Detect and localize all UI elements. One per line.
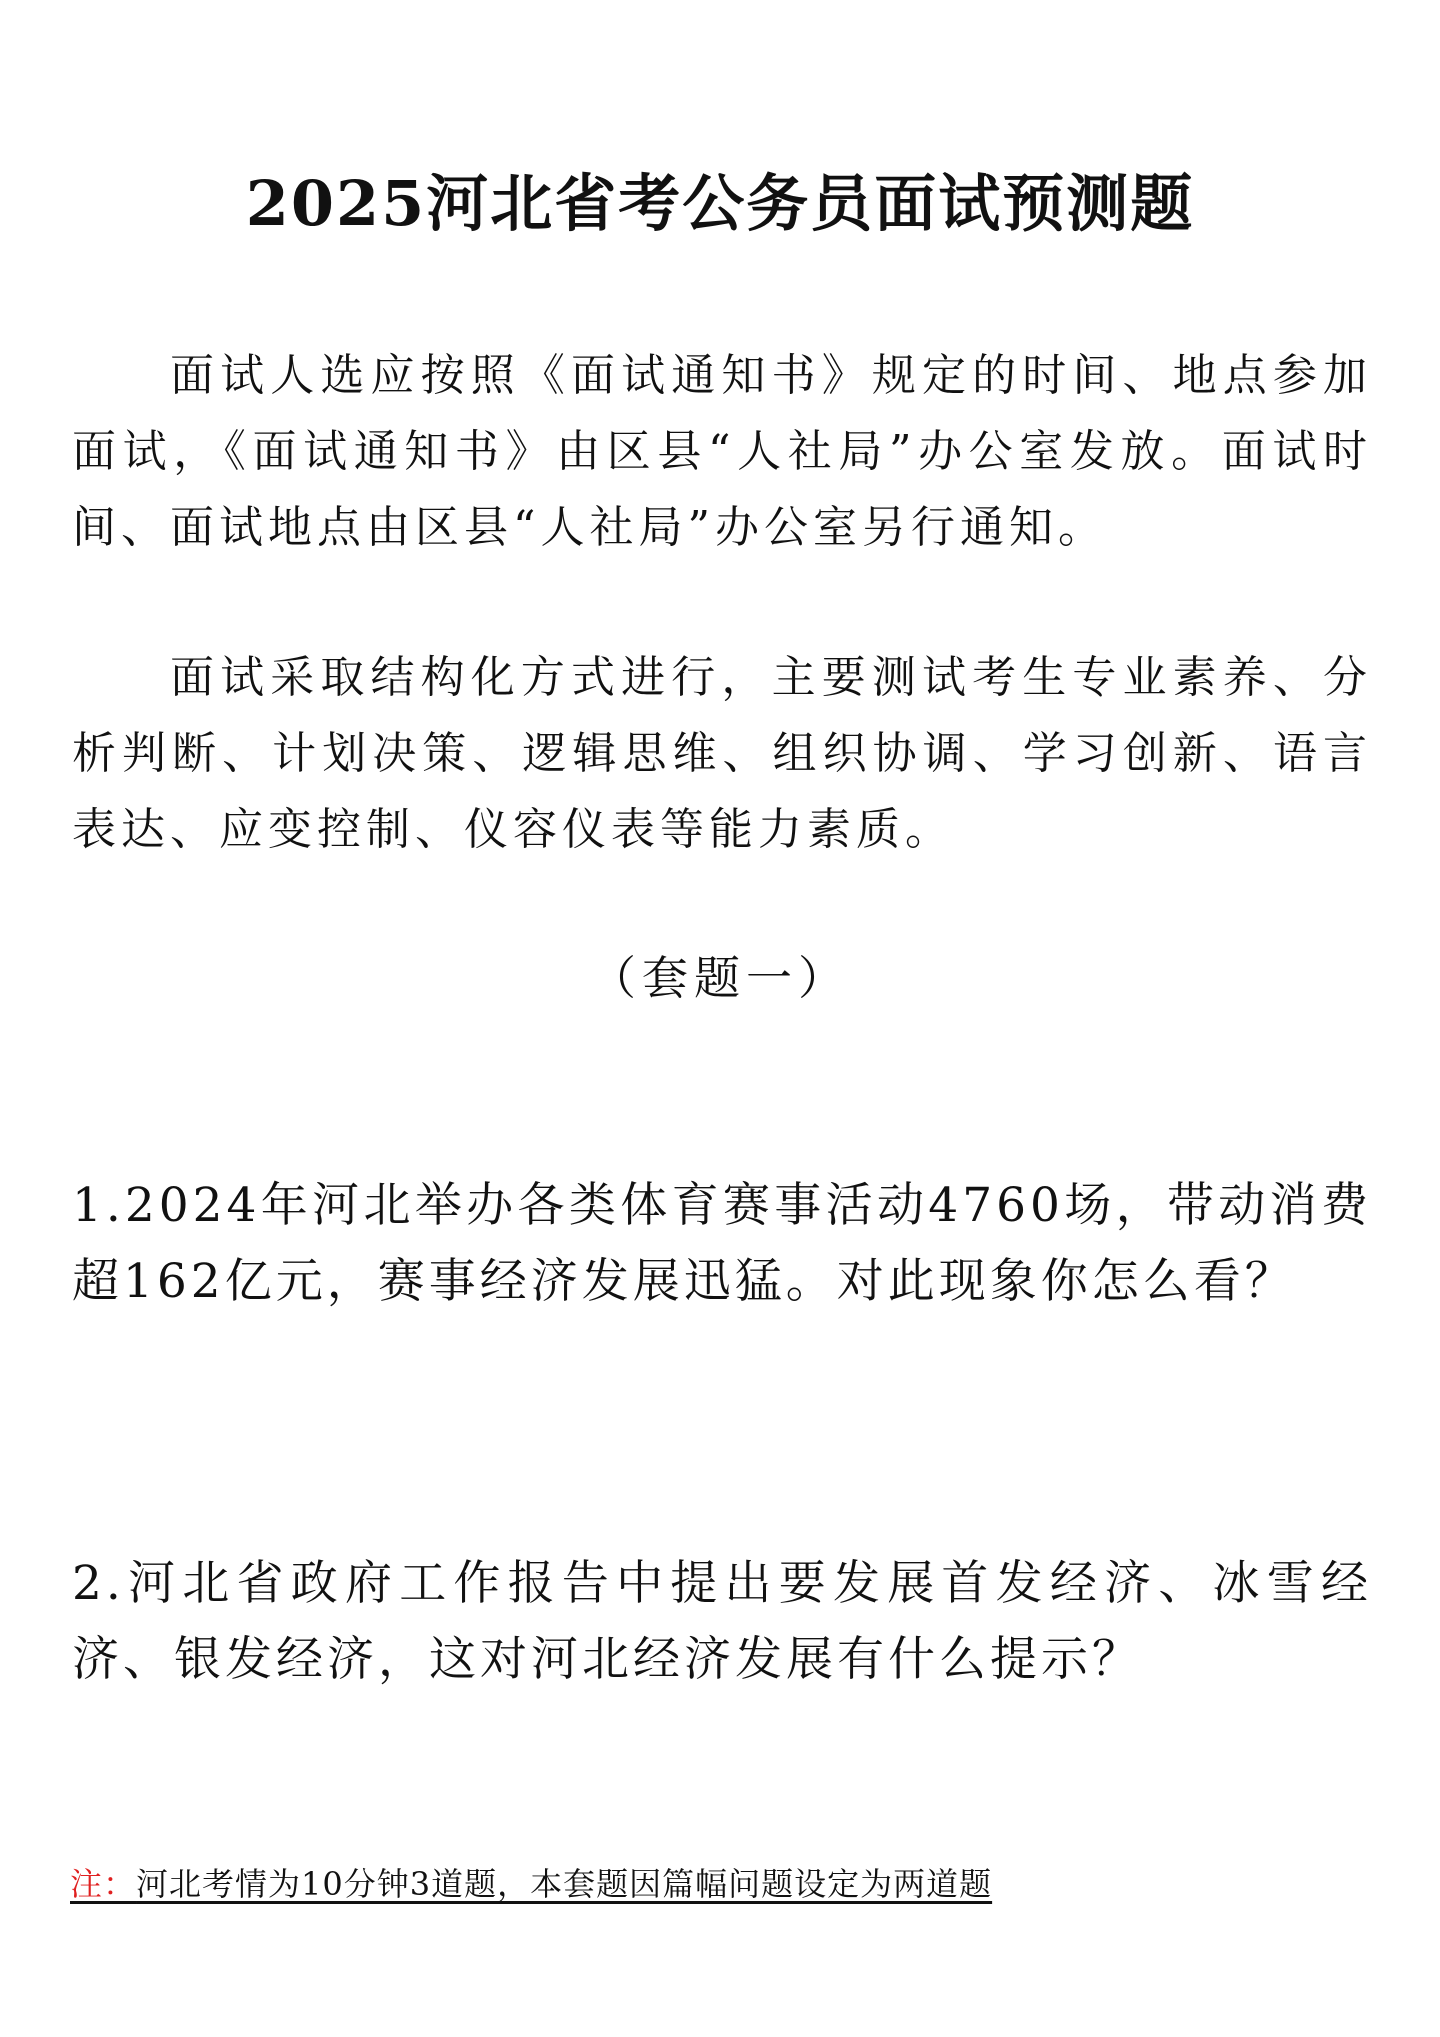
document-title: 2025河北省考公务员面试预测题: [245, 167, 1195, 240]
intro-paragraph-notice: 面试人选应按照《面试通知书》规定的时间、地点参加面试，《面试通知书》由区县“人社局”办公室发放。面试时间、面试地点由区县“人社局”办公室另行通知。: [72, 350, 1372, 553]
footnote-label: 注：: [70, 1865, 137, 1903]
set-label: （套题一）: [590, 951, 850, 1005]
intro-paragraph-format: 面试采取结构化方式进行，主要测试考生专业素养、分析判断、计划决策、逻辑思维、组织协调、学习创新、语言表达、应变控制、仪容仪表等能力素质。: [72, 652, 1372, 855]
question-1: 1.2024年河北举办各类体育赛事活动4760场，带动消费超162亿元，赛事经济发展迅猛。对此现象你怎么看？: [72, 1178, 1372, 1309]
question-2: 2.河北省政府工作报告中提出要发展首发经济、冰雪经济、银发经济，这对河北经济发展有什么提示？: [72, 1556, 1372, 1687]
footnote: [70, 1858, 992, 1910]
footnote-text: 河北考情为10分钟3道题，本套题因篇幅问题设定为两道题: [136, 1865, 993, 1903]
